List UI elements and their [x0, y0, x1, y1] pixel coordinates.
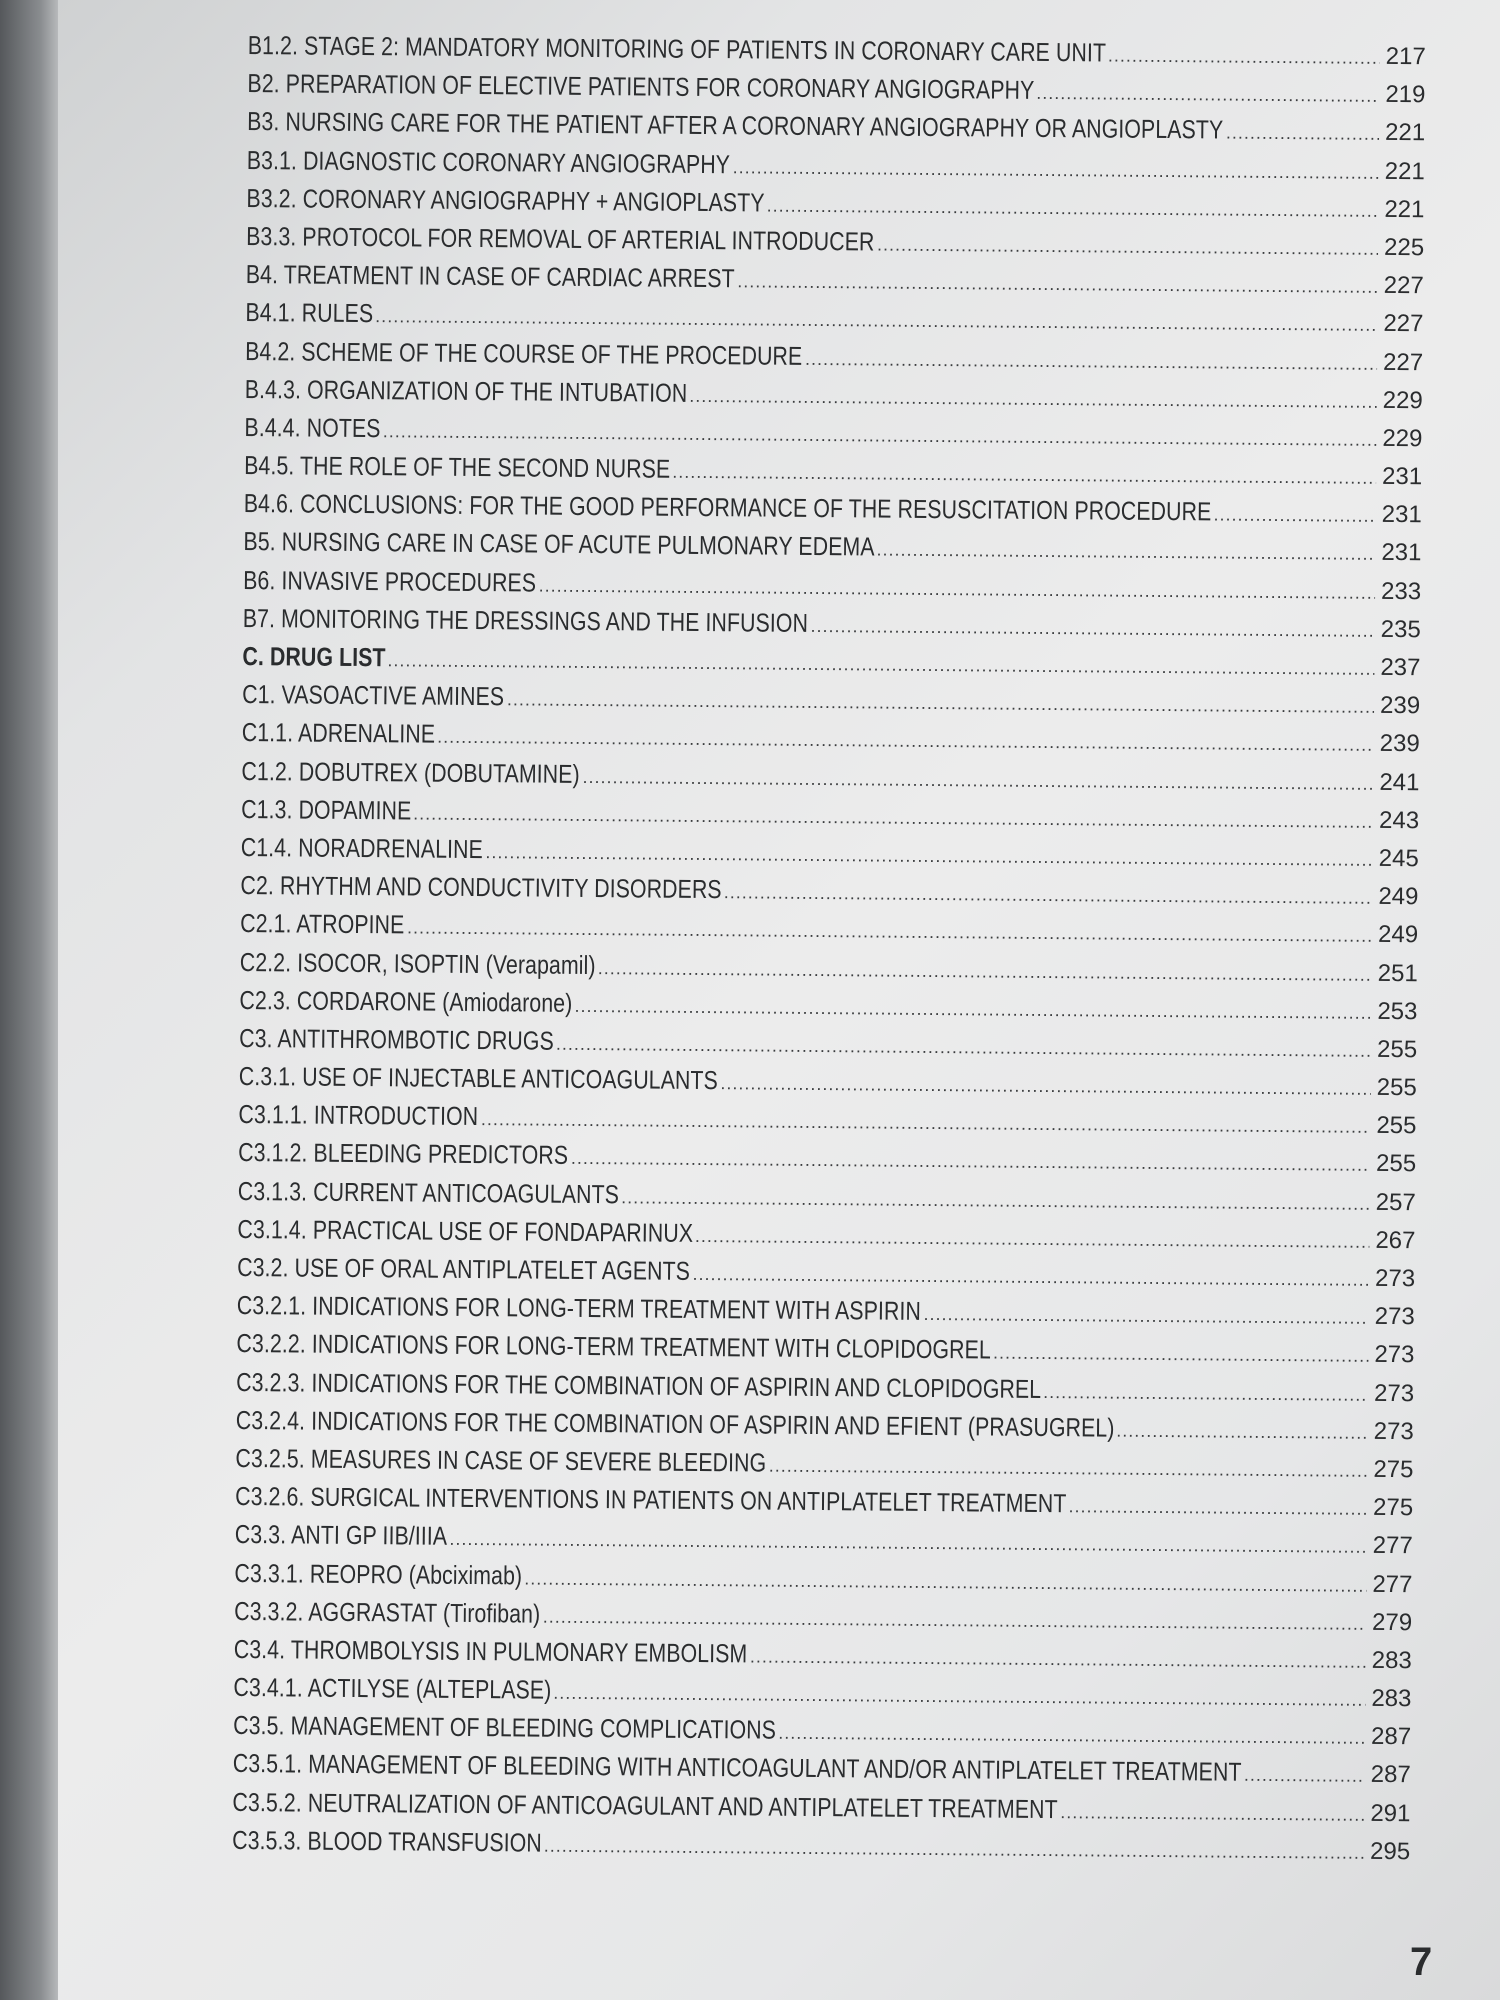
dot-leader — [720, 1064, 1371, 1108]
toc-entry-page: 227 — [1382, 348, 1424, 376]
toc-entry-page: 231 — [1381, 539, 1422, 567]
toc-entry-title: B5. NURSING CARE IN CASE OF ACUTE PULMONARY EDEMA — [243, 526, 875, 562]
toc-entry-page: 283 — [1371, 1684, 1412, 1713]
toc-entry-title: C.3.1. USE OF INJECTABLE ANTICOAGULANTS — [238, 1061, 719, 1096]
dot-leader — [571, 1139, 1371, 1184]
dot-leader — [621, 1178, 1370, 1223]
toc-entry-title: B2. PREPARATION OF ELECTIVE PATIENTS FOR CORONARY ANGIOGRAPHY — [247, 68, 1035, 106]
toc-entry-title: C3.5. MANAGEMENT OF BLEEDING COMPLICATIONS — [233, 1710, 777, 1745]
toc-entry-title: C3.1.3. CURRENT ANTICOAGULANTS — [237, 1175, 620, 1209]
toc-entry-title: C2.2. ISOCOR, ISOPTIN (Verapamil) — [239, 946, 596, 980]
dot-leader — [877, 225, 1378, 267]
toc-entry-page: 291 — [1370, 1799, 1411, 1827]
toc-entry-title: C3.1.2. BLEEDING PREDICTORS — [238, 1137, 569, 1171]
page-number: 7 — [1410, 1940, 1433, 1984]
toc-entry-page: 275 — [1372, 1493, 1414, 1522]
toc-entry-title: C3.2. USE OF ORAL ANTIPLATELET AGENTS — [237, 1251, 691, 1286]
toc-entry-page: 243 — [1378, 806, 1420, 834]
toc-entry-title: B7. MONITORING THE DRESSINGS AND THE INFUSION — [242, 602, 809, 638]
toc-entry-page: 221 — [1384, 119, 1426, 147]
toc-entry-title: C1.1. ADRENALINE — [241, 717, 436, 750]
toc-entry-page: 273 — [1373, 1417, 1414, 1445]
toc-entry-page: 277 — [1372, 1532, 1413, 1560]
dot-leader — [724, 873, 1373, 917]
toc-entry-title: C3.5.1. MANAGEMENT OF BLEEDING WITH ANTICOAGULANT AND/OR ANTIPLATELET TREATMENT — [232, 1748, 1242, 1788]
toc-entry-title: B4.1. RULES — [245, 297, 374, 329]
toc-entry-title: C. DRUG LIST — [242, 640, 386, 673]
toc-entry-page: 225 — [1383, 233, 1425, 262]
toc-entry-title: C2.1. ATROPINE — [240, 908, 405, 940]
dot-leader — [689, 377, 1377, 421]
toc-entry-page: 255 — [1375, 1150, 1417, 1178]
dot-leader — [1116, 1411, 1368, 1451]
toc-entry-title: C3.2.1. INDICATIONS FOR LONG-TERM TREATMENT WITH ASPIRIN — [236, 1290, 922, 1327]
toc-entry-title: B4.6. CONCLUSIONS: FOR THE GOOD PERFORMANCE OF THE RESUSCITATION PROCEDURE — [243, 488, 1212, 527]
toc-entry-page: 231 — [1381, 501, 1422, 529]
dot-leader — [1213, 496, 1376, 535]
toc-entry-page: 235 — [1380, 615, 1421, 644]
toc-entry-page: 237 — [1380, 653, 1421, 682]
toc-entry-page: 273 — [1374, 1264, 1416, 1293]
toc-entry-page: 275 — [1373, 1455, 1414, 1484]
dot-leader — [1060, 1793, 1364, 1834]
toc-entry-title: C1.2. DOBUTREX (DOBUTAMINE) — [241, 755, 580, 789]
toc-entry-page: 255 — [1376, 1073, 1417, 1102]
toc-entry-page: 241 — [1379, 768, 1420, 796]
toc-entry-title: C3.5.3. BLOOD TRANSFUSION — [232, 1824, 542, 1858]
dot-leader — [737, 262, 1378, 306]
toc-entry-title: B4.5. THE ROLE OF THE SECOND NURSE — [244, 450, 671, 484]
toc-entry-page: 245 — [1378, 844, 1419, 873]
toc-entry-title: C3.4.1. ACTILYSE (ALTEPLASE) — [233, 1671, 552, 1705]
toc-entry-title: C3.1.4. PRACTICAL USE OF FONDAPARINUX — [237, 1213, 694, 1248]
dot-leader — [1108, 37, 1380, 77]
toc-entry-page: 229 — [1382, 424, 1423, 453]
dot-leader — [574, 987, 1371, 1032]
toc-entry-page: 249 — [1378, 883, 1419, 911]
dot-leader — [876, 531, 1375, 573]
toc-entry-title: B4.2. SCHEME OF THE COURSE OF THE PROCEDURE — [245, 335, 803, 371]
toc-entry-page: 277 — [1372, 1570, 1413, 1598]
toc-entry-title: C3.1.1. INTRODUCTION — [238, 1099, 479, 1132]
toc-entry-title: B4. TREATMENT IN CASE OF CARDIAC ARREST — [245, 259, 735, 294]
toc-entry-title: C3.2.4. INDICATIONS FOR THE COMBINATION OF ASPIRIN AND EFIENT (PRASUGREL) — [235, 1404, 1115, 1443]
dot-leader — [733, 148, 1379, 192]
toc-entry-title: C2. RHYTHM AND CONDUCTIVITY DISORDERS — [240, 870, 722, 905]
toc-entry-page: 227 — [1383, 310, 1424, 338]
toc-entry-title: C3.2.2. INDICATIONS FOR LONG-TERM TREATMENT WITH CLOPIDOGREL — [236, 1328, 991, 1365]
dot-leader — [582, 758, 1373, 803]
dot-leader — [750, 1637, 1366, 1680]
toc-entry-page: 221 — [1384, 195, 1425, 224]
toc-entry-page: 295 — [1369, 1837, 1411, 1866]
toc-entry-title: C1.4. NORADRENALINE — [240, 831, 484, 865]
dot-leader — [544, 1826, 1365, 1871]
toc-entry-title: C2.3. CORDARONE (Amiodarone) — [239, 984, 573, 1018]
toc-entry-title: B3. NURSING CARE FOR THE PATIENT AFTER A CORONARY ANGIOGRAPHY OR ANGIOPLASTY — [247, 106, 1224, 145]
toc-entry-title: B6. INVASIVE PROCEDURES — [243, 564, 537, 598]
toc-entry-page: 233 — [1380, 577, 1422, 605]
dot-leader — [805, 339, 1377, 382]
toc-entry-title: B3.1. DIAGNOSTIC CORONARY ANGIOGRAPHY — [246, 144, 731, 179]
toc-entry-title: C3. ANTITHROMBOTIC DRUGS — [239, 1022, 554, 1056]
toc-entry-page: 287 — [1370, 1723, 1412, 1751]
toc-entry-page: 231 — [1381, 462, 1423, 491]
toc-entry-page: 273 — [1373, 1379, 1415, 1407]
dot-leader — [993, 1334, 1369, 1375]
toc-entry-page: 249 — [1377, 921, 1419, 949]
toc-entry-page: 257 — [1375, 1188, 1416, 1216]
dot-leader — [1226, 114, 1379, 153]
toc-entry-title: B3.2. CORONARY ANGIOGRAPHY + ANGIOPLASTY — [246, 182, 765, 218]
dot-leader — [1068, 1487, 1367, 1528]
dot-leader — [810, 607, 1374, 650]
toc-entry-title: C3.3.2. AGGRASTAT (Tirofiban) — [234, 1595, 541, 1629]
toc-entry-page: 219 — [1385, 81, 1426, 109]
toc-entry-title: B1.2. STAGE 2: MANDATORY MONITORING OF PATIENTS IN CORONARY CARE UNIT — [247, 29, 1107, 68]
toc-entry-title: C1.3. DOPAMINE — [241, 793, 412, 826]
toc-entry-page: 229 — [1382, 386, 1423, 414]
toc-entry-page: 253 — [1377, 997, 1418, 1025]
toc-entry-page: 287 — [1370, 1761, 1411, 1789]
toc-entry-title: C3.2.3. INDICATIONS FOR THE COMBINATION OF ASPIRIN AND CLOPIDOGREL — [236, 1366, 1042, 1404]
toc-entry-title: B3.3. PROTOCOL FOR REMOVAL OF ARTERIAL INTRODUCER — [246, 220, 875, 257]
dot-leader — [695, 1217, 1370, 1261]
toc-entry-title: C3.2.5. MEASURES IN CASE OF SEVERE BLEEDING — [235, 1442, 767, 1478]
document-page — [58, 0, 1500, 2000]
toc-entry-page: 251 — [1377, 959, 1418, 987]
toc-entry-title: C1. VASOACTIVE AMINES — [242, 679, 505, 712]
toc-entry-page: 255 — [1376, 1112, 1417, 1140]
table-of-contents — [232, 26, 1426, 1869]
toc-entry-title: C3.4. THROMBOLYSIS IN PULMONARY EMBOLISM — [233, 1633, 748, 1669]
toc-entry-page: 239 — [1379, 730, 1420, 758]
toc-entry-page: 227 — [1383, 272, 1424, 300]
toc-entry-page: 273 — [1374, 1303, 1415, 1331]
toc-entry-title: C3.3.1. REOPRO (Abciximab) — [234, 1557, 523, 1590]
toc-entry-page: 239 — [1379, 692, 1421, 720]
toc-entry-title: C3.5.2. NEUTRALIZATION OF ANTICOAGULANT AND ANTIPLATELET TREATMENT — [232, 1786, 1058, 1824]
toc-entry-page: 279 — [1371, 1608, 1413, 1636]
binding-shadow — [0, 0, 58, 2000]
dot-leader — [598, 949, 1372, 994]
toc-entry-title: C3.2.6. SURGICAL INTERVENTIONS IN PATIENTS ON ANTIPLATELET TREATMENT — [235, 1481, 1067, 1519]
toc-entry-page: 273 — [1374, 1341, 1415, 1369]
dot-leader — [1244, 1756, 1365, 1795]
toc-entry-title: B.4.3. ORGANIZATION OF THE INTUBATION — [244, 373, 688, 408]
toc-entry-title: C3.3. ANTI GP IIB/IIIA — [234, 1519, 448, 1552]
toc-entry-page: 255 — [1376, 1035, 1418, 1064]
toc-entry-page: 221 — [1384, 157, 1425, 185]
toc-entry-page: 283 — [1371, 1646, 1412, 1675]
toc-entry-page: 217 — [1385, 42, 1426, 71]
toc-entry-page: 267 — [1375, 1226, 1416, 1255]
toc-entry-title: B.4.4. NOTES — [244, 411, 381, 444]
